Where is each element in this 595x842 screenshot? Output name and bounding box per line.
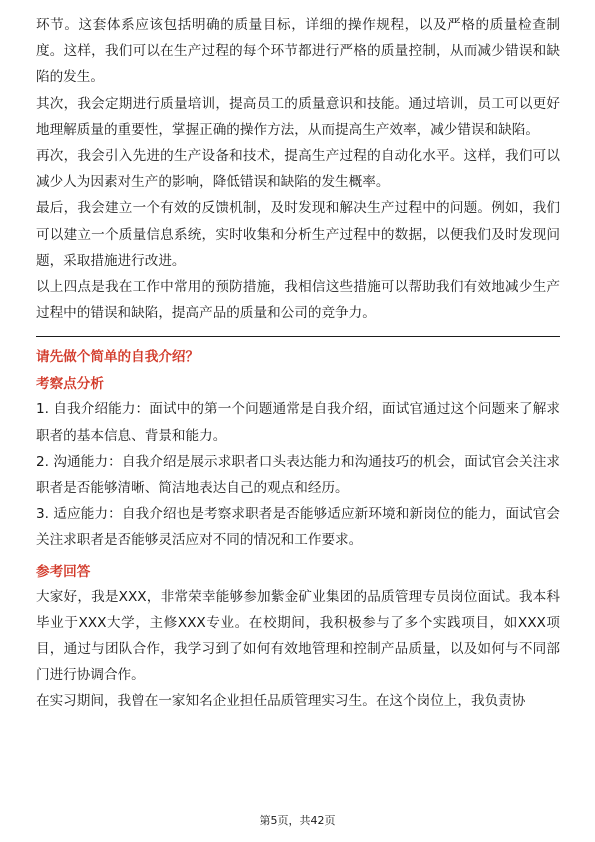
answer-paragraph-1: 大家好，我是XXX，非常荣幸能够参加紫金矿业集团的品质管理专员岗位面试。我本科毕业于XXX大学，主修XXX专业。在校期间，我积极参与了多个实践项目，如XXX项目，通过与团队合作，我学习到了如何有效地管理和控制产品质量，以及如何与不同部门进行协调合作。 bbox=[36, 588, 560, 684]
page-number: 第5页，共42页 bbox=[259, 814, 336, 827]
body-paragraph-3: 再次，我会引入先进的生产设备和技术，提高生产过程的自动化水平。这样，我们可以减少人为因素对生产的影响，降低错误和缺陷的发生概率。 bbox=[36, 148, 560, 191]
document-page bbox=[36, 12, 560, 715]
answer-heading: 参考回答 bbox=[36, 563, 91, 580]
body-paragraph-2: 其次，我会定期进行质量培训，提高员工的质量意识和技能。通过培训，员工可以更好地理解质量的重要性，掌握正确的操作方法，从而提高生产效率，减少错误和缺陷。 bbox=[36, 95, 560, 138]
analysis-point-3: 3. 适应能力：自我介绍也是考察求职者是否能够适应新环境和新岗位的能力，面试官会关注求职者是否能够灵活应对不同的情况和工作要求。 bbox=[36, 506, 560, 549]
section-divider bbox=[36, 336, 560, 337]
answer-paragraph-2: 在实习期间，我曾在一家知名企业担任品质管理实习生。在这个岗位上，我负责协 bbox=[36, 693, 526, 710]
analysis-point-2: 2. 沟通能力：自我介绍是展示求职者口头表达能力和沟通技巧的机会，面试官会关注求职者是否能够清晰、简洁地表达自己的观点和经历。 bbox=[36, 453, 560, 497]
interview-question: 请先做个简单的自我介绍？ bbox=[36, 349, 200, 366]
analysis-point-1: 1. 自我介绍能力：面试中的第一个问题通常是自我介绍，面试官通过这个问题来了解求职者的基本信息、背景和能力。 bbox=[36, 401, 560, 444]
body-paragraph-4: 最后，我会建立一个有效的反馈机制，及时发现和解决生产过程中的问题。例如，我们可以建立一个质量信息系统，实时收集和分析生产过程中的数据，以便我们及时发现问题，采取措施进行改进。 bbox=[36, 200, 560, 269]
body-paragraph-5: 以上四点是我在工作中常用的预防措施，我相信这些措施可以帮助我们有效地减少生产过程中的错误和缺陷，提高产品的质量和公司的竞争力。 bbox=[36, 279, 560, 322]
body-paragraph-1: 环节。这套体系应该包括明确的质量目标，详细的操作规程，以及严格的质量检查制度。这样，我们可以在生产过程的每个环节都进行严格的质量控制，从而减少错误和缺陷的发生。 bbox=[36, 17, 560, 86]
analysis-heading: 考察点分析 bbox=[36, 376, 104, 393]
